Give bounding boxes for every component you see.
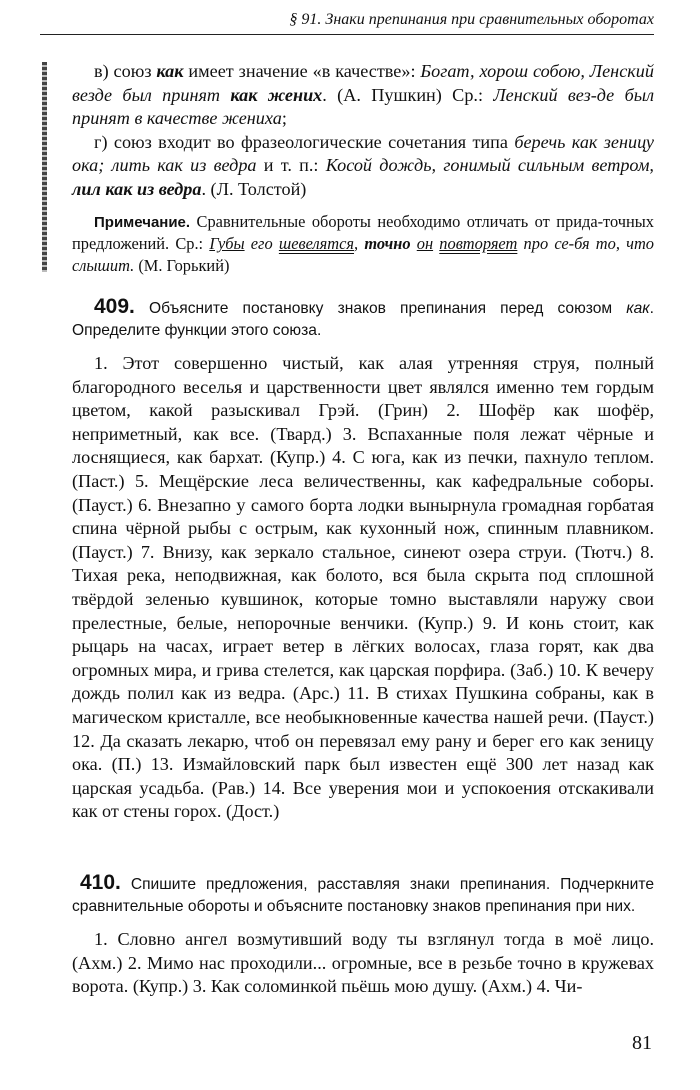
example: Ленский вез-де был принят в качестве жениха	[72, 84, 654, 129]
task-409	[72, 296, 654, 342]
underlined-subject: Губы	[209, 234, 245, 254]
task-410	[72, 872, 654, 918]
text: Объясните постановку знаков препинания перед союзом	[134, 300, 627, 317]
text: Спишите предложения, расставляя знаки препинания. Подчеркните сравнительные обороты и объясните постановку знаков препинания при них.	[72, 876, 654, 915]
underlined-predicate: повторяет	[439, 234, 518, 254]
header-title: § 91. Знаки препинания при сравнительных оборотах	[289, 11, 654, 28]
note	[72, 211, 654, 277]
rule-g	[72, 131, 654, 202]
text: имеет значение «в качестве»:	[183, 61, 421, 81]
text: ;	[281, 108, 287, 129]
exercise-number: 409.	[94, 295, 135, 318]
text: как	[156, 61, 184, 81]
exercise-410	[72, 872, 654, 999]
text: про се-бя то, что слышит.	[72, 234, 654, 275]
underlined-subject: он	[416, 234, 434, 254]
exercise-409	[72, 296, 654, 824]
rule-v	[72, 60, 654, 131]
text: точно	[364, 234, 411, 254]
text-410: 1. Словно ангел возмутивший воду ты взглянул тогда в моё лицо. (Ахм.) 2. Мимо нас проходили... огромные, все в резьбе точно в кружевах ворота. (Купр.) 3. Как соломинкой пьёшь мою душу. (Ахм.) 4. Чи-	[72, 929, 654, 997]
example: Косой дождь, гонимый сильным ветром,	[325, 155, 654, 176]
text: . Определите функции этого союза.	[72, 300, 654, 339]
text: ,	[354, 234, 365, 254]
text: г) союз входит во фразеологические сочетания типа	[94, 131, 515, 152]
text: как	[626, 300, 650, 317]
text-409: 1. Этот совершенно чистый, как алая утренняя струя, полный благородного веселья и царственности цвет являлся именно тем гордым цветом, какой разыскивал Грэй. (Грин) 2. Шофёр как шофёр, неприметный, как все. (Твард.) 3. Вспаханные поля лежат чёрные и лоснящиеся, как бархат. (Купр.) 4. С юга, как из печки, пахнуло теплом. (Паст.) 5. Мещёрские леса величественны, как кафедральные соборы. (Пауст.) 6. Внезапно у самого борта лодки вынырнула громадная горбатая спина чёрной рыбы с острым, как кухонный нож, спинным плавником. (Пауст.) 7. Внизу, как зеркало стальное, синеют озера струи. (Тютч.) 8. Тихая река, неподвижная, как болото, вся была скрыта под сплошной твёрдой зеленью кувшинок, которые томно выставляли наружу свои прелестные, белые, непорочные венчики. (Купр.) 9. И конь стоит, как рыцарь на часах, играет ветер в лёгких волосах, глаза горят, как два огромных мира, и грива стелется, как царская порфира. (Заб.) 10. К вечеру дождь полил как из ведра. (Арс.) 11. В стихах Пушкина собраны, как в магическом кристалле, все необыкновенные качества нашей речи. (Пауст.) 12. Да сказать лекарю, чтоб он перевязал ему рану и берег его как зеницу ока. (П.) 13. Измайловский парк был известен ещё 300 лет назад как царская усадьба. (Рав.) 14. Все уверения мои и успокоения отскакивали как от стены горох. (Дост.)	[72, 353, 654, 822]
source: . (Л. Толстой)	[201, 178, 307, 199]
page-number: 81	[632, 1032, 652, 1054]
text: его	[244, 234, 279, 254]
sidebar-rule	[42, 62, 47, 272]
source: . (А. Пушкин) Ср.:	[322, 84, 494, 105]
underlined-predicate: шевелятся	[278, 234, 355, 254]
example-bold: как жених	[230, 84, 323, 105]
source: (М. Горький)	[134, 255, 230, 275]
example: Богат, хорош собою, Ленский везде был принят	[72, 61, 654, 105]
text: и т. п.:	[256, 155, 326, 176]
rule-section	[72, 60, 654, 276]
text: в) союз	[94, 61, 157, 81]
note-label: Примечание.	[94, 213, 191, 231]
exercise-number: 410.	[80, 871, 121, 894]
example: беречь как зеницу ока; лить как из ведра	[72, 131, 654, 176]
example-bold: лил как из ведра	[72, 178, 202, 199]
text: Сравнительные обороты необходимо отличать от прида-точных предложений. Ср.:	[72, 211, 654, 254]
running-header	[40, 10, 654, 35]
